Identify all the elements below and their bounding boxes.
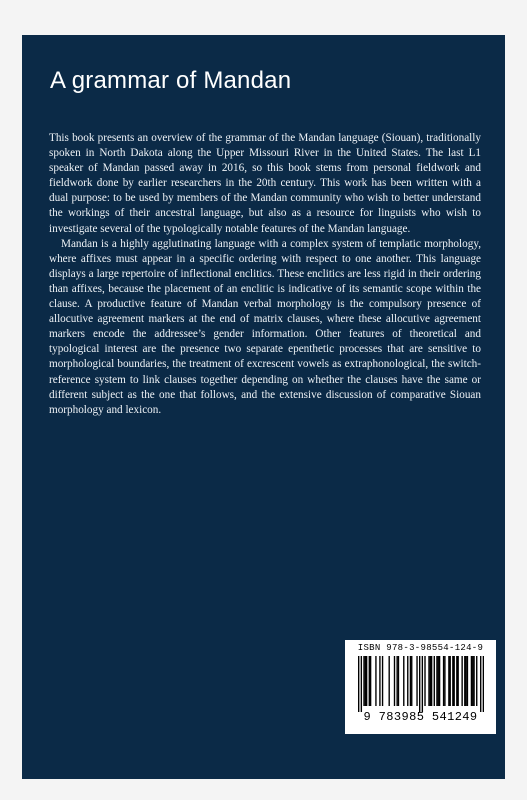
barcode-bar [465,656,466,706]
barcode-bar [364,656,365,706]
barcode-bar [409,656,410,706]
barcode-bar [388,656,389,706]
barcode-bar [407,656,408,706]
barcode-bar [428,656,429,706]
barcode-image [358,656,484,712]
barcode-bar [473,656,474,706]
barcode-bar [470,656,471,706]
barcode-bar [411,656,412,706]
barcode-bar [442,656,443,706]
barcode-bar [360,656,361,712]
barcode-bar [476,656,477,706]
barcode-bar [381,656,382,706]
isbn-barcode-box [345,640,496,734]
barcode-bar [421,656,422,712]
barcode-bar [461,656,462,706]
barcode-bar [464,656,465,706]
barcode-bar [363,656,364,706]
barcode-bar [444,656,445,706]
barcode-bar [438,656,439,706]
barcode-bar [466,656,467,706]
barcode-bar [416,656,417,706]
barcode-bar [448,656,449,706]
barcode-bar [403,656,404,706]
barcode-bar [379,656,380,706]
barcode-bar [393,656,394,706]
barcode-bar [433,656,434,706]
barcode-bar [480,656,481,712]
book-title: A grammar of Mandan [50,67,292,94]
barcode-bar [397,656,398,706]
barcode-bar [449,656,450,706]
barcode-bar [482,656,483,712]
barcode-bar [472,656,473,706]
barcode-bar [452,656,453,706]
barcode-bar [358,656,359,712]
isbn-label: ISBN 978-3-98554-124-9 [357,643,484,653]
barcode-bar [453,656,454,706]
book-back-cover [22,35,505,779]
barcode-bar [396,656,397,706]
barcode-bar [429,656,430,706]
barcode-bar [424,656,425,706]
barcode-digits: 9 783985 541249 [363,710,478,724]
barcode-bar [457,656,458,706]
barcode-bar [430,656,431,706]
barcode-bar [368,656,369,706]
barcode-bar [436,656,437,706]
barcode-bar [369,656,370,706]
blurb-paragraph-2: Mandan is a highly agglutinating language with a complex system of templatic morphology, where affixes must appear in a specific ordering with respect to one another. This language displays a large repertoire of inflectional enclitics. These enclitics are less rigid in their ordering than affixes, because the placement of an enclitic is indicative of its semantic scope within the clause. A productive feature of Mandan verbal morphology is the compulsory presence of allocutive agreement markers at the end of matrix clauses, where these allocutive agreement markers encode the addressee’s gender information. Other features of theoretical and typological interest are the presence two separate epenthetic processes that are sensitive to morphological boundaries, the treatment of excrescent vowels as extraphonological, the switch-reference system to link clauses together depending on whether the clauses have the same or different subject as the one that follows, and the extensive discussion of comparative Siouan morphology and lexicon. [49,237,481,416]
book-blurb [49,131,481,418]
barcode-bar [437,656,438,706]
barcode-bar [365,656,366,706]
barcode-bar [456,656,457,706]
barcode-bar [419,656,420,712]
barcode-bar [375,656,376,706]
blurb-paragraph-1: This book presents an overview of the grammar of the Mandan language (Siouan), traditionally spoken in North Dakota along the Upper Missouri River in the United States. The last L1 speaker of Mandan passed away in 2016, so this book stems from personal fieldwork and fieldwork done by earlier researchers in the 20th century. This work has been written with a dual purpose: to be used by members of the Mandan community who wish to better understand the workings of their ancestral language, but also as a resource for linguists who wish to investigate several of the typologically notable features of the Mandan language. [49,132,481,235]
